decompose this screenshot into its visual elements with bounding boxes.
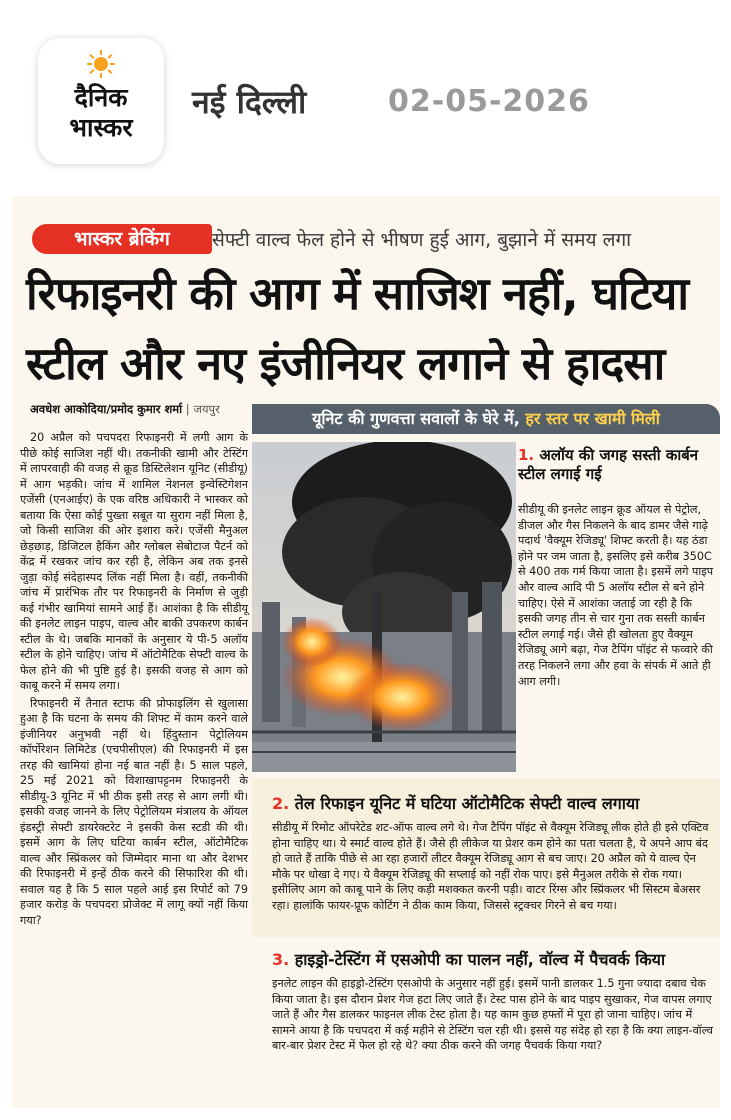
body-paragraph-1: 20 अप्रैल को पचपदरा रिफाइनरी में लगी आग के पीछे कोई साजिश नहीं थी। तकनीकी खामी और टेस्टिंग में लापरवाही की वजह से क्रूड डिस्टिलेशन यूनिट (सीडीयू) में आग भड़की। जांच में शामिल नेशनल इन्वेस्टिगेशन एजेंसी (एनआईए) के एक वरिष्ठ अधिकारी ने भास्कर को बताया कि ऐसा कोई पुख्ता सबूत या सुराग नहीं मिला है, जो किसी साजिश की ओर इशारा करे। एजेंसी मैनुअल छेड़छाड़, डिजिटल हैकिंग और ग्लोबल सेबोटाज पैटर्न को केंद्र में रखकर जांच कर रही है, लेकिन अब तक इनसे जुड़ा कोई संदेहास्पद लिंक नहीं मिला है। वहीं, तकनीकी जांच में प्रारंभिक तौर पर रिफाइनरी के निर्माण से जुड़ी कई गंभीर खामियां सामने आई हैं। आशंका है कि सीडीयू की इनलेट लाइन पाइप, वाल्व और बाकी उपकरण कार्बन स्टील के थे। जबकि मानकों के अनुसार ये पी-5 अलॉय स्टील के होने चाहिए। जांच में ऑटोमैटिक सेफ्टी वाल्व के फेल होने की भी पुष्टि हुई है। इसकी वजह से आग को काबू करने में समय लगा। bbox=[20, 431, 248, 692]
logo-line-1: दैनिक bbox=[74, 83, 128, 112]
sun-icon bbox=[87, 50, 115, 78]
byline-city: | जयपुर bbox=[182, 402, 220, 416]
headline-line-2: स्टील और नए इंजीनियर लगाने से हादसा bbox=[26, 337, 665, 390]
byline-authors: अवधेश आकोदिया/प्रमोद कुमार शर्मा bbox=[30, 402, 183, 416]
section-3-number: 3. bbox=[272, 950, 290, 969]
kicker-subhead: सेफ्टी वाल्व फेल होने से भीषण हुई आग, बुझाने में समय लगा bbox=[212, 229, 632, 251]
logo-line-2: भास्कर bbox=[69, 113, 133, 142]
headline-line-1: रिफाइनरी की आग में साजिश नहीं, घटिया bbox=[26, 267, 689, 320]
brand-logo[interactable] bbox=[38, 38, 164, 164]
body-paragraph-2: रिफाइनरी में तैनात स्टाफ की प्रोफाइलिंग से खुलासा हुआ है कि घटना के समय की शिफ्ट में काम करने वाले इंजीनियर अनुभवी नहीं थे। हिंदुस्तान पेट्रोलियम कॉर्पोरेशन लिमिटेड (एचपीसीएल) की रिफाइनरी में इस तरह की खामियां होना नई बात नहीं है। 5 साल पहले, 25 मई 2021 को विशाखापट्टनम रिफाइनरी के सीडीयू-3 यूनिट में भी ठीक इसी तरह से आग लगी थी। इसकी वजह जानने के लिए पेट्रोलियम मंत्रालय के ऑयल इंडस्ट्री सेफ्टी डायरेक्टरेट ने इसकी केस स्टडी की थी। इसमें आग के लिए घटिया कार्बन स्टील, ऑटोमैटिक वाल्व और स्प्रिंकलर को जिम्मेदार माना था और देशभर की रिफाइनरी में इन्हें ठीक करने की सिफारिश की थी। सवाल यह है कि 5 साल पहले आई इस रिपोर्ट को 79 हजार करोड़ के पचपदरा प्रोजेक्ट में लागू क्यों नहीं किया गया? bbox=[20, 696, 248, 927]
panel-title-part-2: हर स्तर पर खामी मिली bbox=[525, 409, 660, 428]
newspaper-clipping bbox=[12, 196, 720, 1108]
section-2-title bbox=[272, 792, 639, 814]
section-3-title bbox=[272, 948, 665, 970]
section-2-number: 2. bbox=[272, 794, 290, 813]
section-1-title bbox=[518, 446, 718, 484]
section-3-title-text: हाइड्रो-टेस्टिंग में एसओपी का पालन नहीं, वॉल्व में पैचवर्क किया bbox=[294, 950, 666, 969]
section-1-body: सीडीयू की इनलेट लाइन क्रूड ऑयल से पेट्रोल, डीजल और गैस निकलने के बाद डामर जैसे गाढ़े पदार्थ 'वैक्यूम रेजिड्यू' शिफ्ट करती है। यह ठंडा होने पर जम जाता है, इसलिए इसे करीब 350C से 400 तक गर्म किया जाता है। इसमें लगे पाइप और वाल्व आदि पी 5 अलॉय स्टील से बने होने चाहिए। ऐसे में आशंका जताई जा रही है कि इसकी जगह तीन से चार गुना तक सस्ती कार्बन स्टील लगाई गई। जैसे ही खोलता हुए वैक्यूम रेजिड्यू आगे बढ़ा, गेज टैपिंग पॉइंट से फव्वारे की तरह निकलने लगा और हवा के संपर्क में आते ही आग लगी। bbox=[518, 503, 714, 688]
edition-date: 02-05-2026 bbox=[388, 84, 590, 119]
kicker-badge: भास्कर ब्रेकिंग bbox=[32, 224, 212, 254]
edition-city: नई दिल्ली bbox=[192, 83, 307, 121]
panel-title-part-1: यूनिट की गुणवत्ता सवालों के घेरे में, bbox=[312, 409, 526, 428]
section-1-number: 1. bbox=[518, 446, 535, 464]
section-3-body: इनलेट लाइन की हाइड्रो-टेस्टिंग एसओपी के अनुसार नहीं हुई। इसमें पानी डालकर 1.5 गुना ज्यादा दबाव चेक किया जाता है। इस दौरान प्रेशर गेज हटा लिए जाते हैं। टेस्ट पास होने के बाद पाइप सुखाकर, गेज वापस लगाए जाते हैं और गैस डालकर फाइनल लीक टेस्ट होता है। यह काम कुछ हफ्तों में पूरा हो जाना चाहिए। जांच में सामने आया है कि पचपदरा में कई महीने से टेस्टिंग चल रही थी। इससे यह संदेह हो रहा है कि क्या लाइन-वॉल्व बार-बार प्रेशर टेस्ट में फेल हो रहे थे? क्या ठीक करने की जगह पैचवर्क किया गया? bbox=[272, 977, 713, 1053]
app-header bbox=[0, 0, 731, 190]
panel-title bbox=[252, 404, 720, 434]
article-body-column bbox=[20, 430, 248, 930]
refinery-fire-photo bbox=[252, 442, 516, 772]
section-1-title-text: अलॉय की जगह सस्ती कार्बन स्टील लगाई गई bbox=[518, 446, 699, 483]
section-2-body: सीडीयू में रिमोट ऑपरेटेड शट-ऑफ वाल्व लगे थे। गेज टैपिंग पॉइंट से वैक्यूम रेजिड्यू लीक होते ही इसे एक्टिव होना चाहिए था। ये स्मार्ट वाल्व होते हैं। जैसे ही लीकेज या प्रेशर कम होने का पता चलता है, ये अपने आप बंद हो जाते हैं ताकि पीछे से आ रहा हजारों लीटर वैक्यूम रेजिड्यू आग से बच जाए। 20 अप्रैल को ये वाल्व ऐन मौके पर धोखा दे गए। ये वैक्यूम रेजिड्यू की सप्लाई को नहीं रोक पाए। इसे मैनुअल तरीके से रोक गया। इसीलिए आग को काबू पाने के लिए कड़ी मशक्कत करनी पड़ी। वाटर रिंग्स और स्प्रिंकलर भी सिस्टम बेअसर रहा। हालांकि फायर-प्रूफ कोटिंग ने ठीक काम किया, जिससे स्ट्रक्चर गिरने से बच गया। bbox=[272, 821, 709, 912]
byline bbox=[30, 402, 220, 417]
section-2-title-text: तेल रिफाइन यूनिट में घटिया ऑटोमैटिक सेफ्टी वाल्व लगाया bbox=[294, 794, 640, 813]
